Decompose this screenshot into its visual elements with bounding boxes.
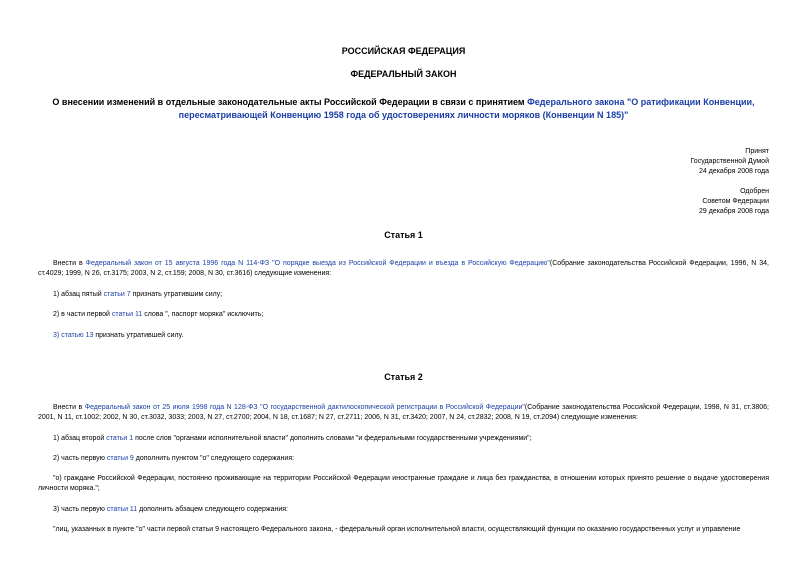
- article-2-law-link[interactable]: Федеральный закон от 25 июля 1998 года N 128-ФЗ "О государственной дактилоскопической регистрации в Российской Федерации": [84, 404, 525, 411]
- article-2-item-2-post: дополнить пунктом "о" следующего содержания:: [133, 455, 295, 462]
- approved-label: Одобрен: [740, 188, 769, 195]
- doc-type-heading: ФЕДЕРАЛЬНЫЙ ЗАКОН: [350, 69, 457, 79]
- approved-block: [699, 187, 769, 217]
- article-2-intro-post: (Собрание законодательства Российской Федерации, 1998, N 31, ст.3806; 2001, N 11, ст.1002; 2002, N 30, ст.3032, 3033; 2003, N 27, ст.2700; 2004, N 18, ст.1687; N 27, ст.2711; 2006, N 31, ст.3420; 2007, N 24, ст.2832; 2008, N 19, ст.2094) следующие изменения:: [38, 404, 769, 421]
- article-2-item-1-post: после слов "органами исполнительной власти" дополнить словами "и федеральными государственными учреждениями";: [133, 435, 532, 442]
- article-1-item-2: [53, 310, 769, 320]
- article-1-intro-pre: Внести в: [53, 260, 86, 267]
- article-2-item-3-post: дополнить абзацем следующего содержания:: [137, 506, 288, 513]
- article-1-intro-post: (Собрание законодательства Российской Федерации, 1996, N 34, ст.4029; 1999, N 26, ст.3175; 2003, N 2, ст.159; 2008, N 30, ст.3616) следующие изменения:: [38, 260, 769, 277]
- approved-date: 29 декабря 2008 года: [698, 208, 769, 215]
- article-1-item-3: [53, 331, 769, 341]
- article-1-item-1: [53, 290, 769, 300]
- article-1-intro: [38, 259, 769, 279]
- law-title-prefix: О внесении изменений в отдельные законодательные акты Российской Федерации в связи с принятием: [52, 97, 528, 107]
- accepted-block: [690, 147, 769, 177]
- article-2-title: Статья 2: [384, 372, 423, 382]
- article-1-item-3-link-2[interactable]: статью 13: [61, 332, 94, 339]
- article-1-law-link[interactable]: Федеральный закон от 15 августа 1996 года N 114-ФЗ "О порядке выезда из Российской Федерации и въезда в Российскую Федерацию": [85, 260, 550, 267]
- accepted-label: Принят: [745, 148, 769, 155]
- approved-by: Советом Федерации: [702, 198, 769, 205]
- law-title-link-1[interactable]: Федерального закона "О ратификации Конвенции,: [527, 97, 755, 107]
- article-1-item-2-link[interactable]: статьи 11: [111, 311, 143, 318]
- article-1-item-3-link-1[interactable]: 3): [53, 332, 60, 339]
- article-2-item-2-link[interactable]: статьи 9: [106, 455, 134, 462]
- article-2-item-1-link[interactable]: статьи 1: [106, 435, 134, 442]
- article-1-item-1-post: признать утратившим силу;: [130, 291, 223, 298]
- article-2-item-3-pre: 3) часть первую: [53, 506, 107, 513]
- article-2-item-2-pre: 2) часть первую: [53, 455, 107, 462]
- article-1-item-2-post: слова ", паспорт моряка" исключить;: [142, 311, 264, 318]
- article-2-item-1: [53, 434, 769, 444]
- article-1-item-1-pre: 1) абзац пятый: [53, 291, 104, 298]
- article-2-intro: [38, 403, 769, 423]
- article-2-item-1-pre: 1) абзац второй: [53, 435, 107, 442]
- article-2-intro-pre: Внести в: [53, 404, 85, 411]
- article-1-item-1-link[interactable]: статьи 7: [103, 291, 131, 298]
- article-1-item-3-post: признать утратившей силу.: [93, 332, 184, 339]
- country-heading: РОССИЙСКАЯ ФЕДЕРАЦИЯ: [341, 46, 466, 56]
- law-title: [38, 96, 769, 122]
- article-2-quote-2: "лиц, указанных в пункте "о" части первой статьи 9 настоящего Федерального закона, - федеральный орган исполнительной власти, осуществляющий функции по оказанию государственных услуг и управление: [53, 526, 741, 533]
- law-title-link-2[interactable]: пересматривающей Конвенцию 1958 года об удостоверениях личности моряков (Конвенции N 185)": [178, 110, 629, 120]
- article-2-item-3: [53, 505, 769, 515]
- article-1-item-2-pre: 2) в части первой: [53, 311, 112, 318]
- article-2-item-2: [53, 454, 769, 464]
- accepted-by: Государственной Думой: [690, 158, 769, 165]
- article-2-item-3-link[interactable]: статьи 11: [106, 506, 138, 513]
- article-2-quote-1: "о) граждане Российской Федерации, постоянно проживающие на территории Российской Федерации иностранные граждане и лица без гражданства, в отношении которых принято решение о выдаче удостоверения личности моряка.";: [38, 475, 769, 492]
- article-1-title: Статья 1: [384, 230, 423, 240]
- accepted-date: 24 декабря 2008 года: [698, 168, 769, 175]
